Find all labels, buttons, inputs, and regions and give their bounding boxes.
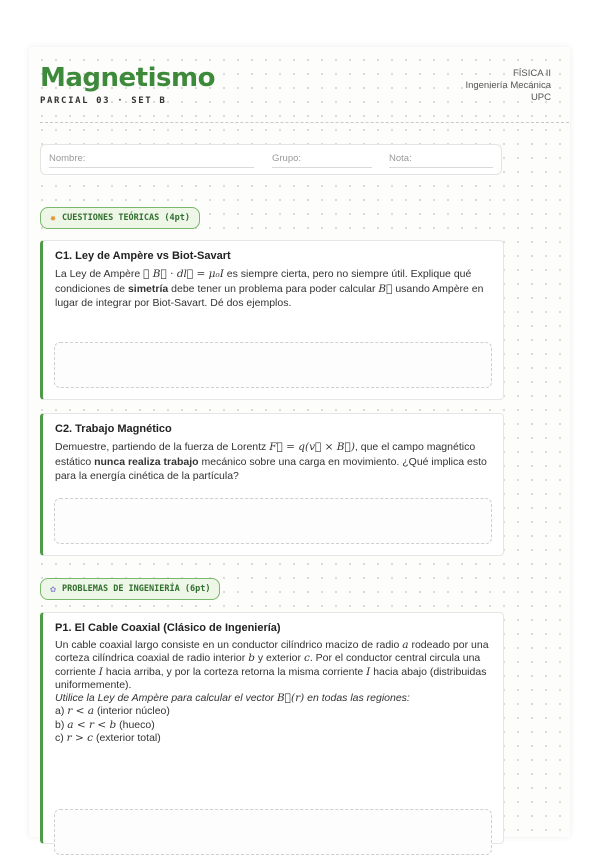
section-problems-header: [40, 578, 220, 600]
formula: I: [366, 665, 371, 678]
institution-block: [465, 68, 551, 104]
text-run: (hueco): [116, 718, 155, 731]
subitem: [55, 732, 491, 745]
text-run: c): [55, 732, 67, 745]
formula: b: [248, 652, 255, 665]
student-fields: [40, 144, 502, 175]
text-run: y exterior: [254, 652, 304, 665]
question-title: C2. Trabajo Magnético: [55, 423, 172, 435]
text-run: Utilice la Ley de Ampère para calcular el vector: [55, 692, 277, 705]
section-theory-label: CUESTIONES TEÓRICAS (4pt): [62, 213, 190, 223]
text-run: . Por el conductor central circula una corriente: [55, 652, 481, 678]
name-field[interactable]: Nombre:: [49, 153, 254, 168]
formula: F⃗ = q(v⃗ × B⃗): [269, 441, 355, 453]
section-theory-header: [40, 207, 200, 229]
formula: ∮ B⃗ · dl⃗ = μ₀I: [143, 268, 224, 280]
university-name: UPC: [530, 92, 551, 103]
exam-subtitle: PARCIAL 03 · SET B: [40, 96, 167, 106]
formula: B⃗(r): [276, 692, 305, 705]
lightning-icon: ✸: [50, 212, 57, 224]
text-run: debe tener un problema para poder calcular: [168, 282, 379, 295]
text-run: a): [55, 705, 68, 718]
formula: r < a: [67, 705, 95, 718]
formula: B⃗: [378, 282, 393, 295]
text-run: rodeado por una corteza cilíndrica coaxial de radio interior: [55, 639, 489, 665]
problem-title: P1. El Cable Coaxial (Clásico de Ingeniería): [55, 622, 281, 634]
formula: I: [98, 665, 103, 678]
course-name: FÍSICA II: [512, 68, 551, 79]
emphasis: nunca realiza trabajo: [94, 455, 199, 468]
section-problems-label: PROBLEMAS DE INGENIERÍA (6pt): [62, 584, 211, 594]
text-run: usando Ampère en lugar de integrar por Biot-Savart. Dé dos ejemplos.: [55, 282, 484, 309]
page-title: Magnetismo: [40, 63, 215, 93]
text-run: Un cable coaxial largo consiste en un conductor cilíndrico macizo de radio: [55, 639, 403, 651]
header-divider: [40, 122, 569, 123]
grade-field[interactable]: Nota:: [389, 153, 493, 168]
question-card-c2: [40, 413, 504, 556]
subitem: [55, 705, 491, 718]
text-run: Demuestre, partiendo de la fuerza de Lorentz: [55, 441, 270, 453]
text-run: hacia arriba, y por la corteza retorna la misma corriente: [102, 665, 367, 678]
problem-text: [55, 639, 491, 745]
text-run: mecánico sobre una carga en movimiento. ¿Qué implica esto para la energía cinética de la partícula?: [55, 455, 487, 482]
text-run: La Ley de Ampère: [55, 268, 144, 280]
problem-statement: [55, 639, 491, 692]
question-text: [55, 267, 491, 311]
problem-card-p1: [40, 612, 504, 844]
text-run: en todas las regiones:: [304, 692, 410, 705]
formula: c: [303, 652, 310, 665]
text-run: es siempre cierta, pero no siempre útil. Explique qué condiciones de: [55, 268, 472, 295]
answer-box[interactable]: [54, 342, 492, 388]
text-run: (exterior total): [93, 732, 161, 745]
gear-icon: ✿: [50, 583, 57, 595]
formula: r > c: [66, 732, 94, 745]
exam-header: [40, 64, 551, 114]
text-run: , que el campo magnético estático: [55, 441, 476, 468]
text-run: (interior núcleo): [94, 705, 170, 718]
question-text: [55, 440, 491, 484]
text-run: hacia abajo (distribuidas uniformemente).: [55, 665, 487, 691]
career-name: Ingeniería Mecánica: [465, 80, 551, 91]
question-title: C1. Ley de Ampère vs Biot-Savart: [55, 250, 231, 262]
answer-box[interactable]: [54, 809, 492, 855]
problem-instruction: [55, 692, 491, 705]
formula: a < r < b: [67, 718, 117, 731]
text-run: b): [55, 718, 68, 731]
group-field[interactable]: Grupo:: [272, 153, 372, 168]
answer-box[interactable]: [54, 498, 492, 544]
formula: a: [402, 639, 409, 651]
emphasis: simetría: [127, 282, 169, 295]
question-card-c1: [40, 240, 504, 400]
subitem: [55, 719, 491, 732]
